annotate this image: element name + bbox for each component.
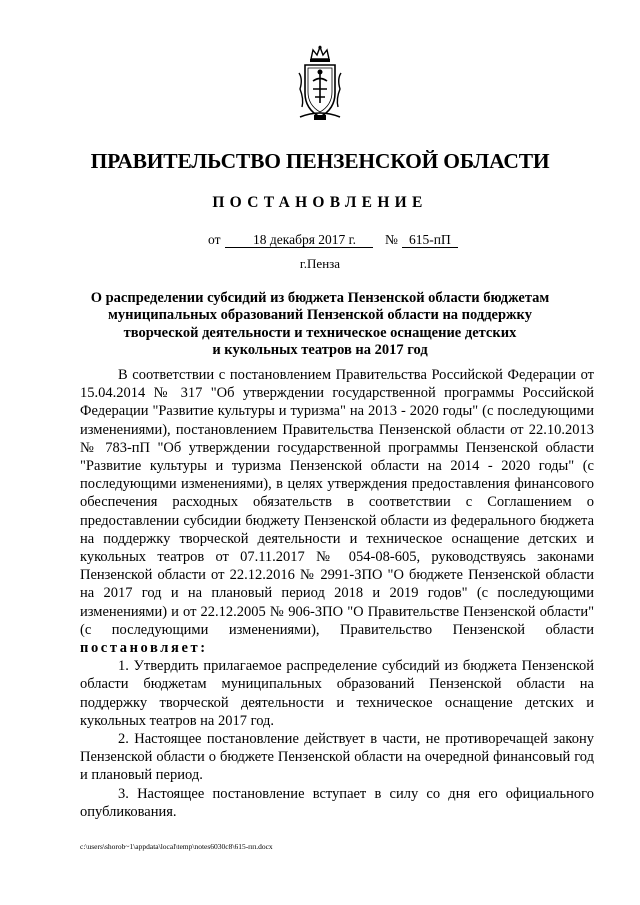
clause-1: 1. Утвердить прилагаемое распределение субсидий из бюджета Пензенской области бюджетам муниципальных образований Пензенской области на поддержку творческой деятельности и техническое оснащение детских и кукольных театров на 2017 год. (80, 658, 594, 729)
coat-of-arms-emblem (297, 45, 343, 121)
organization-name: ПРАВИТЕЛЬСТВО ПЕНЗЕНСКОЙ ОБЛАСТИ (90, 149, 550, 173)
document-body (80, 366, 594, 821)
preamble-paragraph (80, 366, 594, 657)
city-name: г.Пенза (299, 256, 341, 271)
file-path-footer: c:\users\shorob~1\appdata\local\temp\notes6030c8\615-пп.docx (80, 842, 273, 851)
document-number: 615-пП (409, 232, 451, 247)
title-line: муниципальных образований Пензенской области на поддержку (108, 307, 532, 324)
document-type: ПОСТАНОВЛЕНИЕ (212, 194, 428, 211)
title-line: творческой деятельности и техническое оснащение детских (123, 324, 517, 341)
number-prefix: № (385, 232, 398, 247)
date-number-line (0, 232, 640, 250)
clause-2: 2. Настоящее постановление действует в части, не противоречащей закону Пензенской области о бюджете Пензенской области на очередной финансовый год и плановый период. (80, 731, 594, 784)
clause-3: 3. Настоящее постановление вступает в силу со дня его официального опубликования. (80, 785, 594, 820)
decree-word: постановляет: (80, 640, 208, 657)
document-title (80, 290, 560, 359)
date-prefix: от (208, 232, 221, 247)
document-date: 18 декабря 2017 г. (253, 232, 357, 247)
title-line: О распределении субсидий из бюджета Пензенской области бюджетам (90, 290, 550, 306)
title-line: и кукольных театров на 2017 год (212, 341, 428, 358)
preamble-text: В соответствии с постановлением Правительства Российской Федерации от 15.04.2014 № 317 "Об утверждении государственной программы Российской Федерации "Развитие культуры и туризма" на 2013 - 2020 годы" (с последующими изменениями), постановлением Правительства Пензенской области от 22.10.2013 № 783-пП "Об утверждении государственной программы Пензенской области "Развитие культуры и туризма Пензенской области на 2014 - 2020 годы" (с последующими изменениями), в целях утверждения предоставления финансового обеспечения расходных обязательств в соответствии с Соглашением о предоставлении субсидии бюджету Пензенской области из федерального бюджета на поддержку творческой деятельности и техническое оснащение детских и кукольных театров от 07.11.2017 № 054-08-605, руководствуясь законами Пензенской области от 22.12.2016 № 2991-ЗПО "О бюджете Пензенской области на 2017 год и на плановый период 2018 и 2019 годов" (с последующими изменениями) и от 22.12.2005 № 906-ЗПО "О Правительстве Пензенской области" (с последующими изменениями), Правительство Пензенской области (80, 367, 594, 638)
